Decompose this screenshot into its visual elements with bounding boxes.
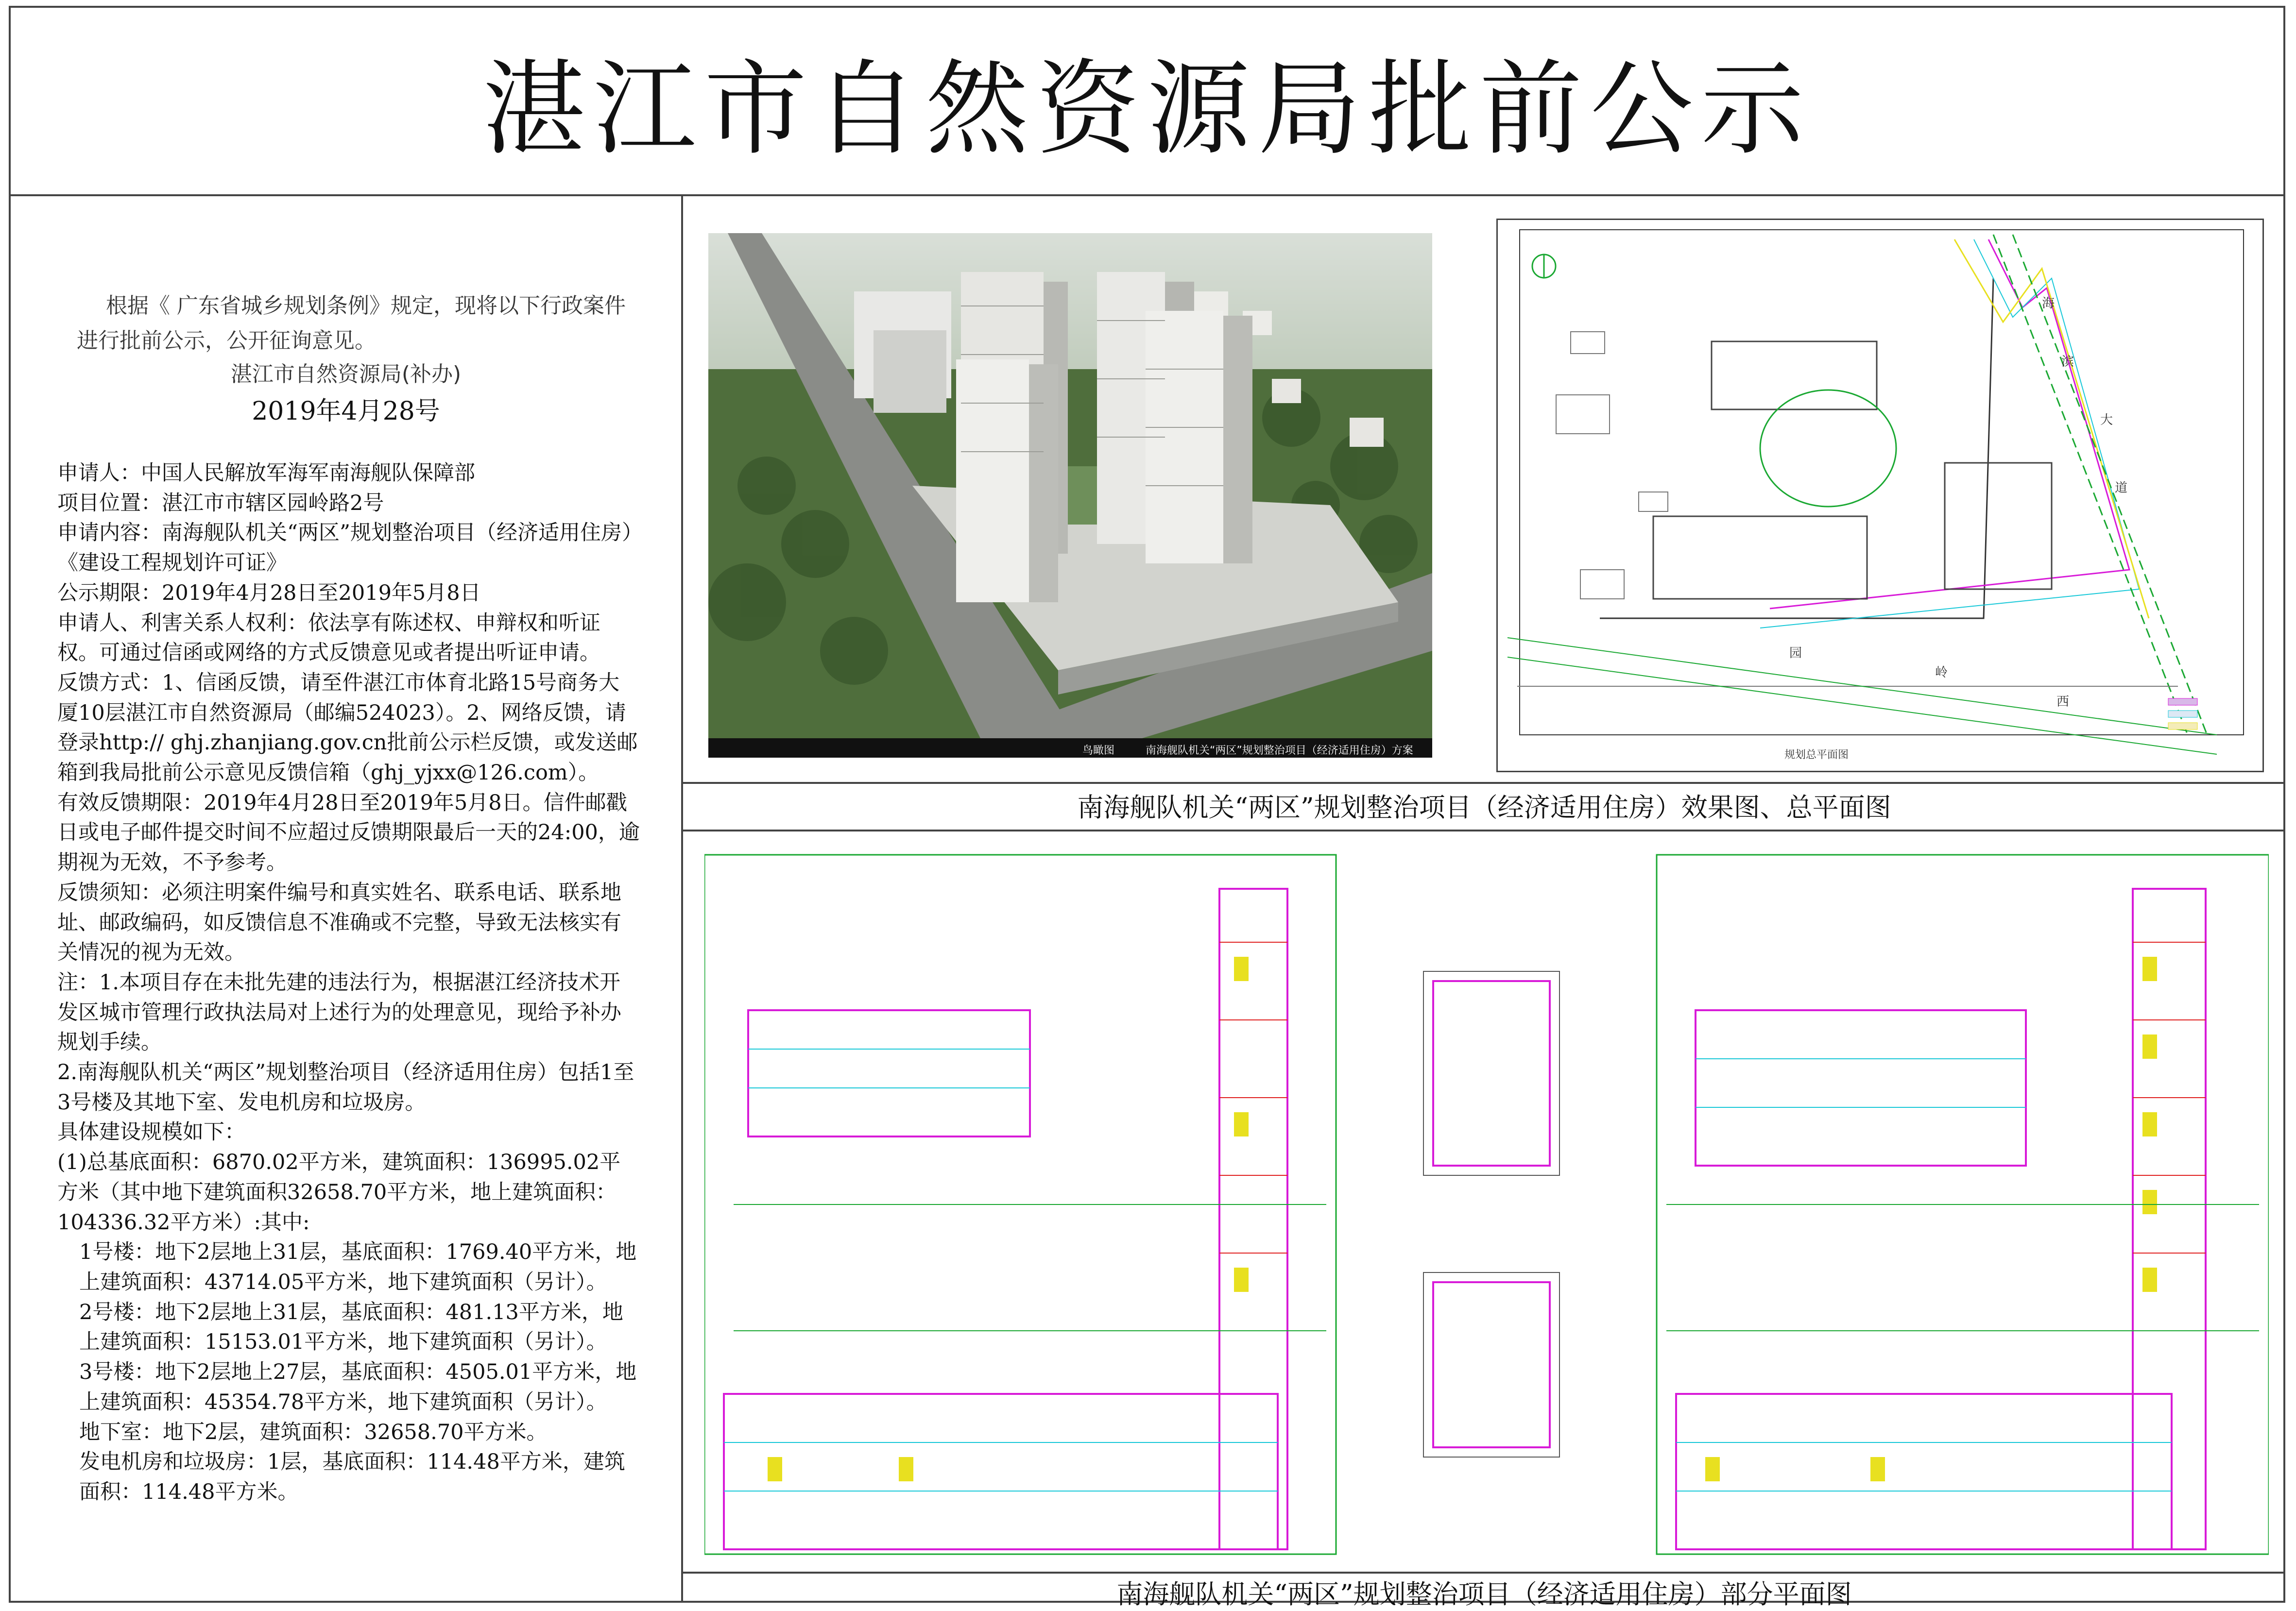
site-plan [1496,219,2264,772]
basement: 地下室：地下2层，建筑面积：32658.70平方米。 [79,1420,548,1444]
generator-room: 发电机房和垃圾房：1层，基底面积：114.48平方米，建筑面积：114.48平方米。 [79,1450,625,1504]
caption-bottom: 南海舰队机关“两区”规划整治项目（经济适用住房）部分平面图 [1116,1579,1852,1610]
note-1: 注：1.本项目存在未批先建的违法行为，根据湛江经济技术开发区城市管理行政执法局对上述行为的处理意见，现给予补办规划手续。 [57,970,621,1055]
building-3: 3号楼：地下2层地上27层，基底面积：4505.01平方米，地上建筑面积：45354.78平方米，地下建筑面积（另计）。 [79,1360,637,1414]
issuer: 湛江市自然资源局(补办) [230,362,462,387]
feedback-deadline: 有效反馈期限：2019年4月28日至2019年5月8日。信件邮戳日或电子邮件提交时间不应超过反馈期限最后一天的24:00，逾期视为无效，不予参考。 [57,790,640,875]
title-row [9,6,2285,196]
svg-text:道: 道 [2115,481,2128,495]
note-2: 2.南海舰队机关“两区”规划整治项目（经济适用住房）包括1至3号楼及其地下室、发电机房和垃圾房。 [57,1060,634,1115]
aerial-rendering-image [708,233,1432,758]
caption-divider-top [683,782,2285,784]
svg-text:大: 大 [2100,413,2113,427]
notice-text-column [9,196,683,1603]
application-content: 申请内容：南海舰队机关“两区”规划整治项目（经济适用住房）《建设工程规划许可证》 [57,521,633,576]
floor-plans [704,845,2269,1564]
rendering-caption-bar [708,738,1432,758]
notice-body [57,458,640,1508]
caption-top: 南海舰队机关“两区”规划整治项目（经济适用住房）效果图、总平面图 [1077,792,1891,823]
notice-period: 公示期限：2019年4月28日至2019年5月8日 [57,580,481,605]
total-area: (1)总基底面积：6870.02平方米，建筑面积：136995.02平方米（其中地下建筑面积32658.70平方米，地上建筑面积：104336.32平方米）:其中: [57,1150,621,1235]
feedback-method: 反馈方式：1、信函反馈，请至件湛江市体育北路15号商务大厦10层湛江市自然资源局（邮编524023）。2、网络反馈，请登录http:// ghj.zhanjiang.gov.cn批前公示栏反馈，或发送邮箱到我局批前公示意见反馈信箱（ghj_yjxx@126.com）。 [57,670,638,785]
svg-text:岭: 岭 [1935,665,1948,680]
svg-text:滨: 滨 [2061,355,2074,369]
applicant: 申请人：中国人民解放军海军南海舰队保障部 [57,461,475,485]
svg-text:西: 西 [2056,695,2070,709]
caption-divider-bottom [683,830,2285,831]
rights: 申请人、利害关系人权利：依法享有陈述权、申辩权和听证权。可通过信函或网络的方式反馈意见或者提出听证申请。 [57,610,600,665]
svg-text:海: 海 [2042,296,2055,311]
rendering-label: 鸟瞰图 [1082,745,1115,757]
building-1: 1号楼：地下2层地上31层，基底面积：1769.40平方米，地上建筑面积：43714.05平方米，地下建筑面积（另计）。 [79,1240,637,1294]
svg-text:园: 园 [1789,646,1802,661]
floor-plans-drawing [704,845,2269,1564]
site-plan-label: 规划总平面图 [1784,749,1849,761]
project-location: 项目位置：湛江市市辖区园岭路2号 [57,491,384,515]
intro-paragraph: 根据《 广东省城乡规划条例》规定，现将以下行政案件进行批前公示，公开征询意见。 [77,293,626,353]
page-title: 湛江市自然资源局批前公示 [482,49,1812,169]
rendering-title: 南海舰队机关“两区”规划整治项目（经济适用住房）方案 [1146,745,1413,757]
feedback-notes: 反馈须知：必须注明案件编号和真实姓名、联系电话、联系地址、邮政编码，如反馈信息不准确或不完整，导致无法核实有关情况的视为无效。 [57,880,621,965]
aerial-rendering [708,233,1432,758]
site-plan-drawing [1498,220,2262,771]
building-2: 2号楼：地下2层地上31层，基底面积：481.13平方米，地上建筑面积：15153.01平方米，地下建筑面积（另计）。 [79,1300,623,1355]
scale-heading: 具体建设规模如下： [57,1120,245,1145]
notice-date: 2019年4月28号 [252,397,440,426]
